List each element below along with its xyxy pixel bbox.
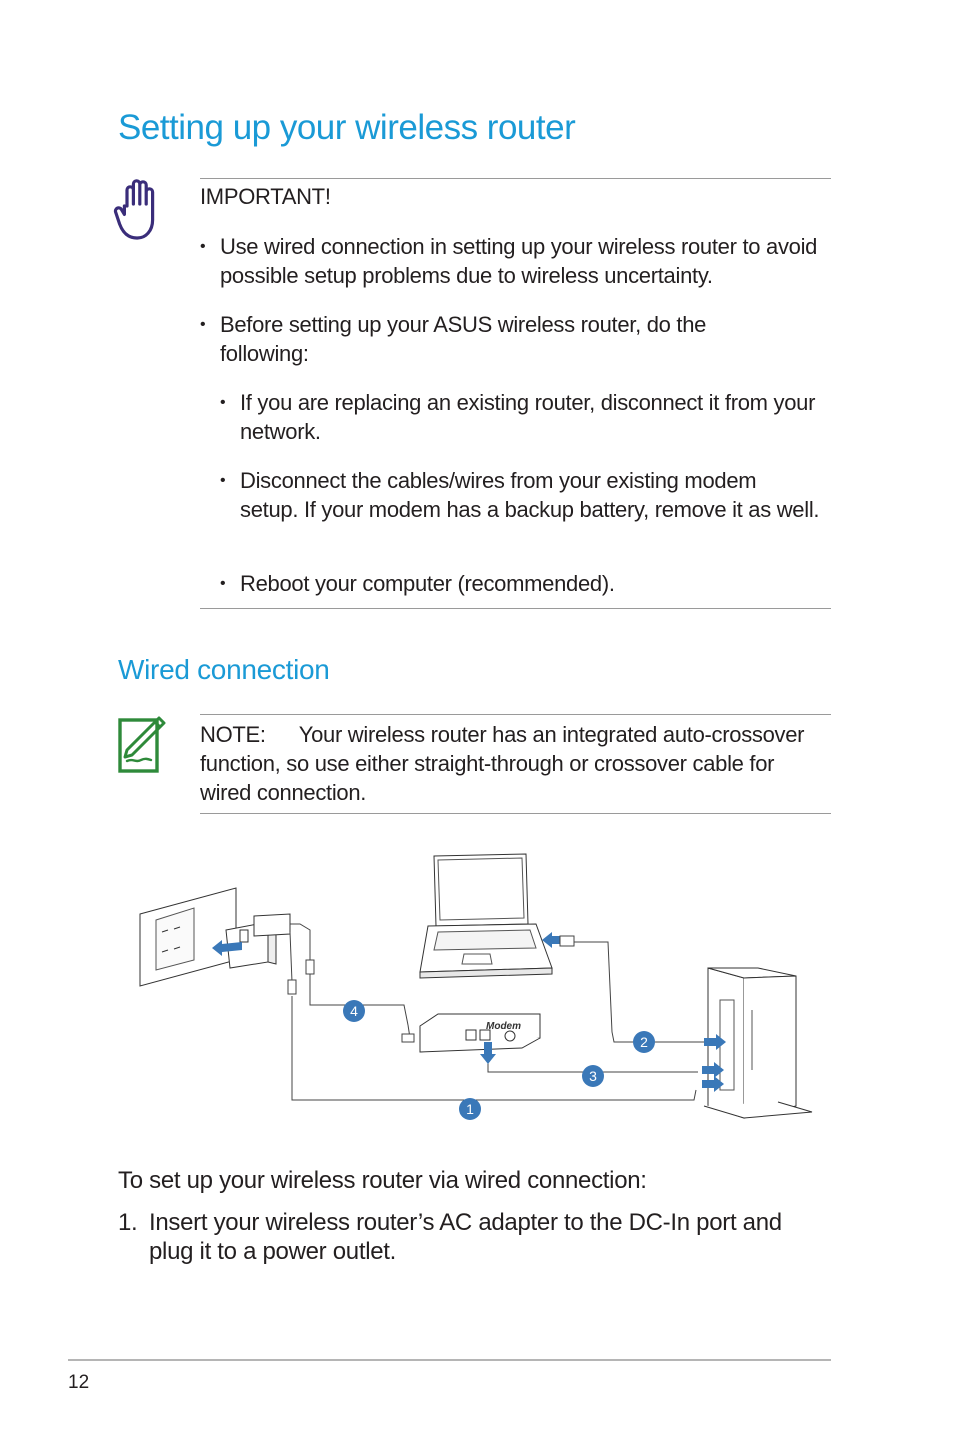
bullet-dot: •	[220, 575, 226, 592]
important-bottom-rule	[200, 608, 831, 609]
bullet-dot: •	[220, 394, 226, 411]
note-top-rule	[200, 714, 831, 715]
bullet-dot: •	[220, 472, 226, 489]
wall-outlet	[140, 888, 236, 986]
page-number: 12	[68, 1372, 90, 1393]
callout-1	[459, 1098, 481, 1120]
svg-text:1: 1	[466, 1101, 474, 1117]
step-item	[118, 1208, 838, 1268]
note-block	[200, 720, 828, 807]
steps-intro: To set up your wireless router via wired connection:	[118, 1167, 647, 1194]
section-title: Wired connection	[118, 654, 330, 685]
note-text: Your wireless router has an integrated auto-crossover function, so use either straight-through or crossover cable for wired connection.	[200, 722, 805, 805]
important-bullet-text: Use wired connection in setting up your wireless router to avoid possible setup problems due to wireless uncertainty.	[220, 234, 818, 288]
hand-stop-icon	[113, 176, 165, 242]
svg-text:2: 2	[640, 1034, 648, 1050]
callout-3	[582, 1065, 604, 1087]
bullet-dot: •	[200, 316, 206, 333]
modem	[420, 1014, 540, 1052]
important-heading: IMPORTANT!	[200, 184, 331, 209]
svg-text:3: 3	[589, 1068, 597, 1084]
note-label: NOTE:	[200, 722, 266, 747]
important-sub-bullet-text: Disconnect the cables/wires from your existing modem setup. If your modem has a backup battery, remove it as well.	[240, 468, 820, 522]
step-number: 1.	[118, 1209, 138, 1236]
laptop-cable	[560, 942, 704, 1042]
callout-2	[633, 1031, 655, 1053]
connection-diagram	[138, 850, 834, 1126]
laptop	[420, 854, 552, 978]
note-pencil-icon	[117, 714, 169, 774]
important-sub-bullet	[220, 388, 820, 448]
bullet-dot: •	[200, 238, 206, 255]
laptop-connect-arrow	[542, 932, 560, 948]
important-sub-bullet-text: Reboot your computer (recommended).	[240, 571, 615, 596]
important-sub-bullet	[220, 569, 820, 599]
important-sub-bullet	[220, 466, 820, 556]
important-sub-bullet-text: If you are replacing an existing router, disconnect it from your network.	[240, 390, 816, 444]
modem-label: Modem	[486, 1021, 521, 1032]
callout-4	[343, 1000, 365, 1022]
svg-text:4: 4	[350, 1003, 358, 1019]
important-top-rule	[200, 178, 831, 179]
step-text: Insert your wireless router’s AC adapter to the DC-In port and plug it to a power outlet.	[149, 1209, 782, 1265]
important-bullet-text: Before setting up your ASUS wireless router, do the following:	[220, 312, 707, 366]
footer-rule	[68, 1359, 831, 1361]
important-bullet	[200, 310, 760, 370]
important-bullet	[200, 232, 820, 292]
page-title: Setting up your wireless router	[118, 108, 576, 147]
note-bottom-rule	[200, 813, 831, 814]
